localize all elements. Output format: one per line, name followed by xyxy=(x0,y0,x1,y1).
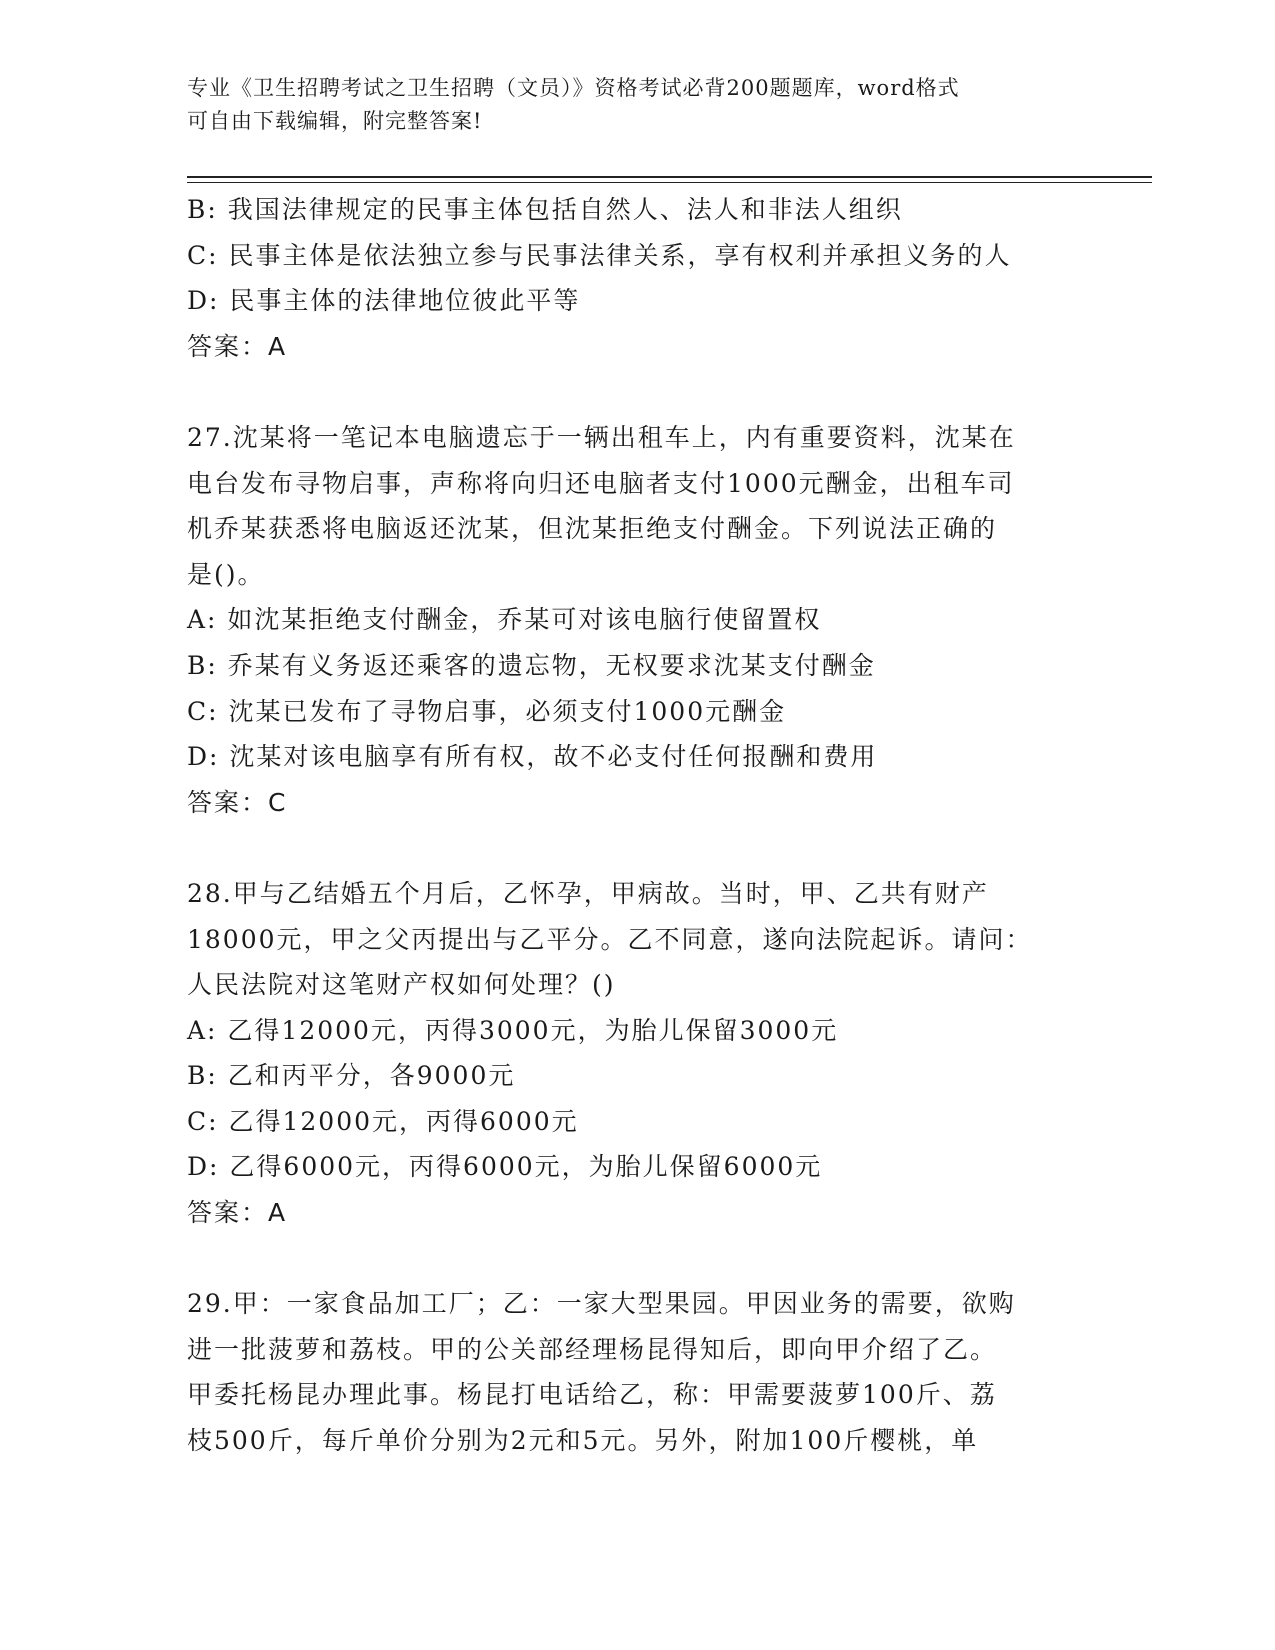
question-stem-line: 是()。 xyxy=(187,559,265,589)
question-stem-line: 机乔某获悉将电脑返还沈某，但沈某拒绝支付酬金。下列说法正确的 xyxy=(187,514,998,544)
question-stem-line: 进一批菠萝和荔枝。甲的公关部经理杨昆得知后，即向甲介绍了乙。 xyxy=(187,1334,998,1364)
option-d: D: 民事主体的法律地位彼此平等 xyxy=(187,286,581,316)
question-content xyxy=(187,187,1067,1464)
option-a: A: 乙得12000元，丙得3000元，为胎儿保留3000元 xyxy=(187,1015,839,1045)
header-divider xyxy=(187,176,1152,178)
question-26-tail xyxy=(187,187,1067,369)
question-stem-line: 人民法院对这笔财产权如何处理？() xyxy=(187,970,616,1000)
question-stem-line: 枝500斤，每斤单价分别为2元和5元。另外，附加100斤樱桃，单 xyxy=(187,1426,979,1456)
option-c: C: 乙得12000元，丙得6000元 xyxy=(187,1106,579,1136)
question-stem-line: 28.甲与乙结婚五个月后，乙怀孕，甲病故。当时，甲、乙共有财产 xyxy=(187,878,989,908)
spacer xyxy=(187,1236,1067,1282)
question-stem-line: 电台发布寻物启事，声称将向归还电脑者支付1000元酬金，出租车司 xyxy=(187,468,1015,498)
header-line: 可自由下载编辑，附完整答案! xyxy=(187,109,483,133)
question-28 xyxy=(187,871,1067,1236)
spacer xyxy=(187,369,1067,415)
answer: 答案：C xyxy=(187,787,288,817)
option-d: D: 乙得6000元，丙得6000元，为胎儿保留6000元 xyxy=(187,1152,823,1182)
option-c: C: 民事主体是依法独立参与民事法律关系，享有权利并承担义务的人 xyxy=(187,240,1012,270)
option-c: C: 沈某已发布了寻物启事，必须支付1000元酬金 xyxy=(187,696,787,726)
question-stem-line: 甲委托杨昆办理此事。杨昆打电话给乙，称：甲需要菠萝100斤、荔 xyxy=(187,1380,997,1410)
answer: 答案：A xyxy=(187,331,288,361)
spacer xyxy=(187,825,1067,871)
question-stem-line: 18000元，甲之父丙提出与乙平分。乙不同意，遂向法院起诉。请问： xyxy=(187,924,1033,954)
option-a: A: 如沈某拒绝支付酬金，乔某可对该电脑行使留置权 xyxy=(187,605,822,635)
page-header xyxy=(187,72,1067,138)
header-line: 专业《卫生招聘考试之卫生招聘（文员）》资格考试必背200题题库，word格式 xyxy=(187,76,960,100)
question-stem-line: 27.沈某将一笔记本电脑遗忘于一辆出租车上，内有重要资料，沈某在 xyxy=(187,422,1016,452)
question-27 xyxy=(187,415,1067,825)
option-d: D: 沈某对该电脑享有所有权，故不必支付任何报酬和费用 xyxy=(187,742,878,772)
header-divider-thin xyxy=(187,182,1152,183)
answer: 答案：A xyxy=(187,1198,288,1228)
question-29 xyxy=(187,1281,1067,1463)
option-b: B: 乙和丙平分，各9000元 xyxy=(187,1061,516,1091)
option-b: B: 我国法律规定的民事主体包括自然人、法人和非法人组织 xyxy=(187,195,903,224)
option-b: B: 乔某有义务返还乘客的遗忘物，无权要求沈某支付酬金 xyxy=(187,650,876,680)
question-stem-line: 29.甲：一家食品加工厂；乙：一家大型果园。甲因业务的需要，欲购 xyxy=(187,1289,1016,1319)
